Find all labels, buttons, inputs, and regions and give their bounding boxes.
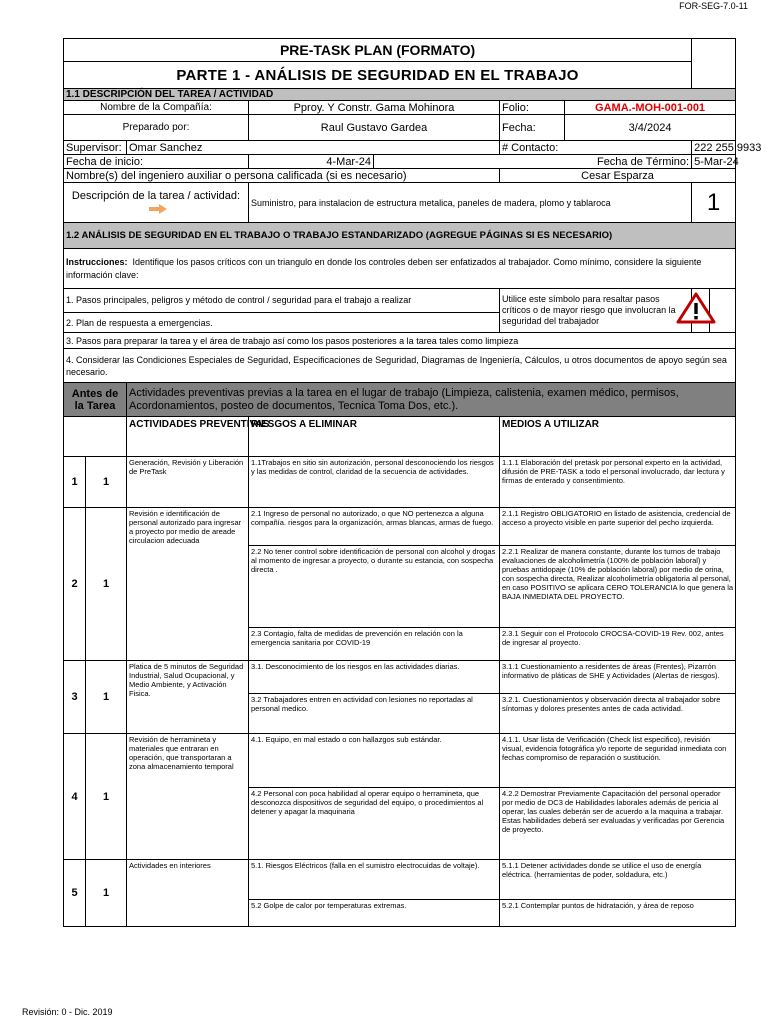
risk-cell: 2.2 No tener control sobre identificación de personal con alcohol y drogas al momento de ingresar a proyecto, o durante su estancia, con sospecha directa . [249,546,500,628]
means-cell: 2.3.1 Seguir con el Protocolo CROCSA-COVID-19 Rev. 002, antes de ingresar al proyecto. [500,628,736,661]
engineer-value: Cesar Esparza [500,169,736,183]
risk-cell: 2.1 Ingreso de personal no autorizado, o que NO pertenezca a alguna compañía. riesgos para la organización, armas blancas, armas de fuego. [249,508,500,546]
start-date-value: 4-Mar-24 [249,155,374,169]
contact-value: 222 255 9933 [692,141,736,155]
instructions-text: Identifique los pasos críticos con un triangulo en donde los controles deben ser enfatizados al trabajador. Como mínimo, considere la siguiente información clave: [66,256,702,280]
row-number: 4 [64,734,86,860]
date-label: Fecha: [500,115,565,141]
symbol-note: Utilice este símbolo para resaltar pasos críticos o de mayor riesgo que involucran la seguridad del trabajador [500,289,692,333]
means-cell: 5.2.1 Contemplar puntos de hidratación, y área de reposo [500,900,736,927]
col-activities-header: ACTIVIDADES PREVENTIVAS [127,417,249,457]
revision-note: Revisión: 0 - Dic. 2019 [22,1007,113,1017]
engineer-label: Nombre(s) del ingeniero auxiliar o persona calificada (si es necesario) [64,169,500,183]
row-activity: Revisión e identificación de personal autorizado para ingresar a proyecto por medio de areade circulacion adecuada [127,508,249,661]
risk-cell: 1.1Trabajos en sitio sin autorización, personal desconociendo los riesgos y las medidas de control, claridad de la secuencia de actividades. [249,457,500,508]
row-sub: 1 [86,860,127,927]
date-value: 3/4/2024 [565,115,736,141]
row-sub: 1 [86,508,127,661]
risk-cell: 3.1. Desconocimiento de los riesgos en las actividades diarias. [249,661,500,694]
end-date-label: Fecha de Término: [374,155,692,169]
prepared-label: Preparado por: [64,115,249,141]
company-label: Nombre de la Compañía: [64,101,249,115]
supervisor-label: Supervisor: [64,141,127,155]
risk-cell: 4.2 Personal con poca habilidad al operar equipo o herramineta, que desconozca dispositivos de seguridad del equipo, o procedimientos al detener y apagar la maquinaria [249,788,500,860]
contact-label: # Contacto: [500,141,692,155]
risk-cell: 3.2 Trabajadores entren en actividad con lesiones no reportadas al personal medico. [249,694,500,734]
arrow-right-icon [149,204,167,214]
risk-cell: 5.1. Riesgos Eléctricos (falla en el sumistro electrocuidas de voltaje). [249,860,500,900]
row-sub: 1 [86,457,127,508]
info-1: 1. Pasos principales, peligros y método de control / seguridad para el trabajo a realizar [64,289,500,313]
document-code: FOR-SEG-7.0-11 [679,1,748,11]
col-means-header: MEDIOS A UTILIZAR [500,417,736,457]
info-4: 4. Considerar las Condiciones Especiales de Seguridad, Especificaciones de Seguridad, Diagramas de Ingeniería, Cálculos, u otros documentos de apoyo según sea necesario. [64,349,736,383]
row-activity: Generación, Revisión y Liberación de PreTask [127,457,249,508]
prepared-value: Raul Gustavo Gardea [249,115,500,141]
info-2: 2. Plan de respuesta a emergencias. [64,313,500,333]
means-cell: 2.1.1 Registro OBLIGATORIO en listado de asistencia, credencial de acceso a proyecto visible en parte superior del pecho izquierda. [500,508,736,546]
instructions-label: Instrucciones: [66,256,128,267]
task-label-cell [64,183,249,223]
section-2-heading: 1.2 ANÁLISIS DE SEGURIDAD EN EL TRABAJO O TRABAJO ESTANDARIZADO (AGREGUE PÁGINAS SI ES NECESARIO) [64,223,736,249]
warning-triangle-icon [676,292,716,324]
form-title: PRE-TASK PLAN (FORMATO) [64,39,692,62]
risk-cell: 2.3 Contagio, falta de medidas de prevención en relación con la emergencia sanitaria por COVID-19 [249,628,500,661]
header-blank [64,417,127,457]
info-3: 3. Pasos para preparar la tarea y el área de trabajo así como los pasos posteriores a la tarea tales como limpieza [64,333,736,349]
task-label: Descripción de la tarea / actividad: [71,189,241,202]
row-number: 3 [64,661,86,734]
warning-cell [692,289,710,333]
task-number: 1 [692,183,736,223]
row-activity: Platica de 5 minutos de Seguridad Industrial, Salud Ocupacional, y Medio Ambiente, y Activación Fisica. [127,661,249,734]
before-task-label: Antes de la Tarea [64,383,127,417]
company-value: Pproy. Y Constr. Gama Mohinora [249,101,500,115]
risk-cell: 4.1. Equipo, en mal estado o con hallazgos sub estándar. [249,734,500,788]
row-number: 2 [64,508,86,661]
folio-label: Folio: [500,101,565,115]
means-cell: 2.2.1 Realizar de manera constante, durante los turnos de trabajo evaluaciones de alcoholimetría (100% de población laboral) y pruebas antidopaje (10% de población laboral) por medio de orina, con sospecha directa, Realizar alcoholimetría obligatoria al personal, en caso POSITIVO se aplicara CERO TOLERANCIA lo que genera la BAJA INMEDIATA DEL PROYECTO. [500,546,736,628]
row-number: 1 [64,457,86,508]
supervisor-value: Omar Sanchez [127,141,500,155]
means-cell: 1.1.1 Elaboración del pretask por personal experto en la actividad, difusión de PRE-TASK a todo el personal involucrado, dar lectura y firmas de enterado y consentimiento. [500,457,736,508]
means-cell: 4.1.1. Usar lista de Verificación (Check list especifico), revisión visual, evidencia fotográfica y/o reporte de seguridad inmediata con fechas compromiso de reparación o sustitución. [500,734,736,788]
folio-value: GAMA.-MOH-001-001 [565,101,736,115]
row-sub: 1 [86,661,127,734]
means-cell: 4.2.2 Demostrar Previamente Capacitación del personal operador por medio de DC3 de Habilidades laborales además de pericia al operar, las cuales deberán ser de acuerdo a la maquina a trabajar. Estas habilidades deberá ser evaluadas y verificadas por Gerencia de proyecto. [500,788,736,860]
section-1-heading: 1.1 DESCRIPCIÓN DEL TAREA / ACTIVIDAD [64,89,736,101]
row-activity: Revisión de herramineta y materiales que entraran en operación, que transportaran a zona almacenamiento temporal [127,734,249,860]
col-risks-header: RIESGOS A ELIMINAR [249,417,500,457]
means-cell: 5.1.1 Detener actividades donde se utilice el uso de energía eléctrica. (herramientas de poder, soldadura, etc.) [500,860,736,900]
header-blank-cell [692,39,736,89]
pretask-form [63,38,762,927]
instructions [64,249,736,289]
before-task-description: Actividades preventivas previas a la tarea en el lugar de trabajo (Limpieza, calistenia, examen médico, permisos, Acordonamientos, posteo de documentos, Tecnica Toma Dos, etc.). [127,383,736,417]
end-date-value: 5-Mar-24 [692,155,736,169]
risk-cell: 5.2 Golpe de calor por temperaturas extremas. [249,900,500,927]
form-subtitle: PARTE 1 - ANÁLISIS DE SEGURIDAD EN EL TRABAJO [64,62,692,89]
means-cell: 3.2.1. Cuestionamientos y observación directa al trabajador sobre síntomas y dolores presentes antes de cada actividad. [500,694,736,734]
row-number: 5 [64,860,86,927]
row-activity: Actividades en interiores [127,860,249,927]
start-date-label: Fecha de inicio: [64,155,249,169]
row-sub: 1 [86,734,127,860]
means-cell: 3.1.1 Cuestionamiento a residentes de áreas (Frentes), Pizarrón informativo de pláticas de SHE y Actividades (Alertas de riesgos). [500,661,736,694]
task-value: Suministro, para instalacion de estructura metalica, paneles de madera, plomo y tablaroca [249,183,692,223]
